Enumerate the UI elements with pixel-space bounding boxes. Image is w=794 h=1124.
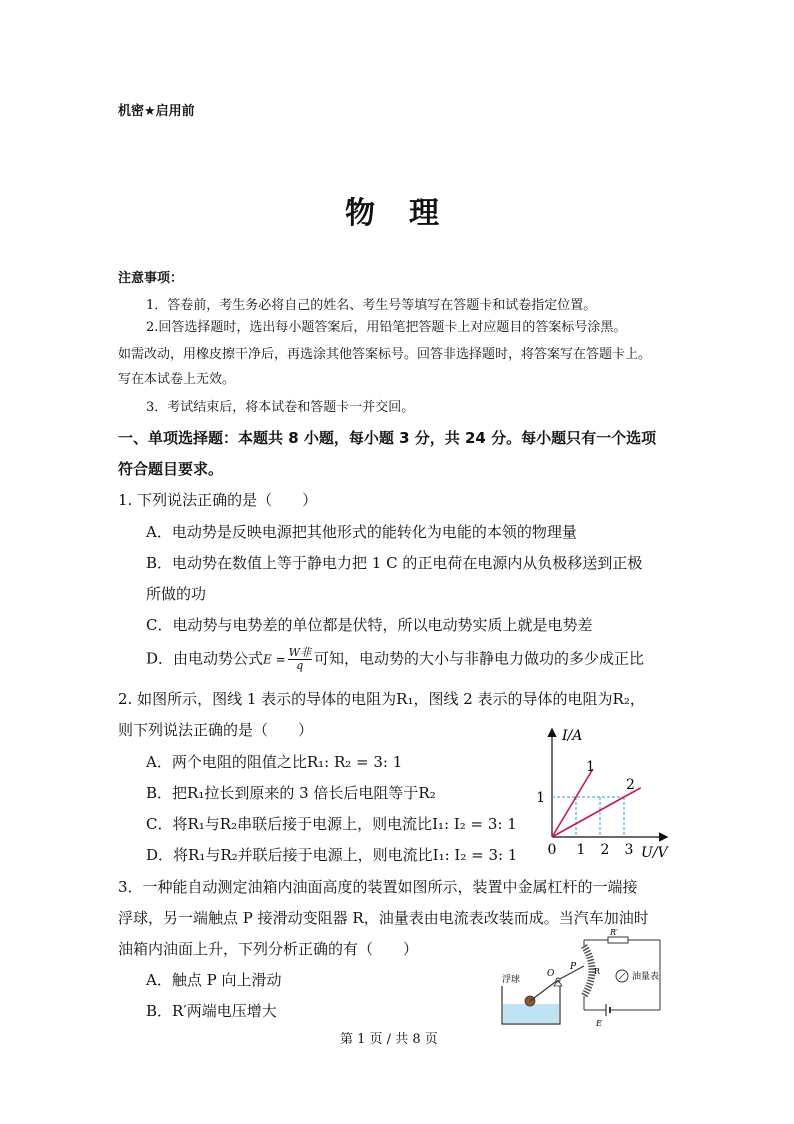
rheostat-label: R: [594, 967, 601, 976]
formula-e: E =: [263, 652, 286, 667]
q2-option-c: C．将R₁与R₂串联后接于电源上，则电流比I₁: I₂ = 3: 1: [146, 815, 517, 833]
oil-gauge-diagram: [496, 928, 682, 1032]
series-label-2: 2: [626, 777, 635, 793]
x-axis-label: U/V: [641, 845, 668, 861]
notice-item: 如需改动，用橡皮擦干净后，再选涂其他答案标号。回答非选择题时，将答案写在答题卡上。: [118, 347, 652, 362]
lever-arm: [530, 980, 558, 1001]
battery-label: E: [596, 1019, 602, 1028]
q3-option-a: A．触点 P 向上滑动: [146, 971, 282, 989]
q1-option-d: [146, 647, 644, 672]
formula-numerator: W非: [288, 646, 311, 659]
notice-item: 2.回答选择题时，选出每小题答案后，用铅笔把答题卡上对应题目的答案标号涂黑。: [146, 320, 627, 335]
formula-fraction: [288, 647, 312, 672]
section-heading-cont: 符合题目要求。: [118, 460, 224, 478]
series-line-1: [552, 769, 593, 837]
x-tick-label: 2: [600, 842, 610, 858]
q2-stem: 2. 如图所示，图线 1 表示的导体的电阻为R₁，图线 2 表示的导体的电阻为R₂，: [118, 690, 645, 708]
q1-option-a: A．电动势是反映电源把其他形式的能转化为电能的本领的物理量: [146, 523, 577, 541]
x-tick-label: 0: [547, 842, 557, 858]
y-tick-label: 1: [536, 790, 545, 806]
q1-option-b-cont: 所做的功: [146, 585, 207, 603]
q1-stem: 1. 下列说法正确的是（ ）: [118, 491, 318, 509]
series-line-2: [552, 788, 641, 837]
pivot-label: O: [547, 969, 555, 979]
confidential-label: 机密★启用前: [118, 104, 195, 119]
q3-stem-cont: 浮球，另一端触点 P 接滑动变阻器 R，油量表由电流表改装而成。当汽车加油时: [118, 909, 649, 927]
rheostat-coil: [584, 946, 592, 996]
notice-item: 写在本试卷上无效。: [118, 372, 236, 387]
x-tick-label: 1: [576, 842, 586, 858]
q2-option-b: B．把R₁拉长到原来的 3 倍长后电阻等于R₂: [146, 784, 436, 802]
notice-heading: 注意事项：: [118, 271, 184, 286]
x-tick-label: 3: [624, 842, 634, 858]
q3-stem: 3．一种能自动测定油箱内油面高度的装置如图所示，装置中金属杠杆的一端接: [118, 878, 638, 896]
q1-option-c: C．电动势与电势差的单位都是伏特，所以电动势实质上就是电势差: [146, 616, 593, 634]
q3-option-b: B．R′两端电压增大: [146, 1002, 277, 1020]
formula-denominator: q: [296, 659, 304, 672]
iv-chart: [536, 722, 686, 862]
q2-option-d: D．将R₁与R₂并联后接于电源上，则电流比I₁: I₂ = 3: 1: [146, 846, 518, 864]
q2-option-a: A．两个电阻的阻值之比R₁: R₂ = 3: 1: [146, 753, 403, 771]
notice-item: 1．答卷前，考生务必将自己的姓名、考生号等填写在答题卡和试卷指定位置。: [146, 298, 597, 313]
oil-liquid: [503, 1004, 559, 1023]
resistor-r-prime: [608, 937, 628, 943]
resistor-label: R′: [610, 928, 618, 937]
contact-label: P: [570, 962, 577, 972]
section-heading: 一、单项选择题：本题共 8 小题，每小题 3 分，共 24 分。每小题只有一个选项: [118, 429, 657, 447]
float-label: 浮球: [502, 975, 521, 985]
q1-option-d-suffix: 可知，电动势的大小与非静电力做功的多少成正比: [313, 649, 644, 668]
page-title: 物 理: [345, 196, 441, 231]
series-label-1: 1: [586, 759, 595, 775]
q3-stem-cont: 油箱内油面上升，下列分析正确的有（ ）: [118, 940, 419, 958]
y-axis-label: I/A: [562, 728, 583, 744]
page-footer: 第 1 页 / 共 8 页: [340, 1032, 438, 1047]
notice-item: 3．考试结束后，将本试卷和答题卡一并交回。: [146, 400, 415, 415]
q2-stem-cont: 则下列说法正确的是（ ）: [118, 721, 314, 739]
q1-option-b: B．电动势在数值上等于静电力把 1 C 的正电荷在电源内从负极移送到正极: [146, 554, 643, 572]
q1-option-d-prefix: D．由电动势公式: [146, 649, 264, 668]
meter-label: 油量表: [632, 972, 660, 982]
